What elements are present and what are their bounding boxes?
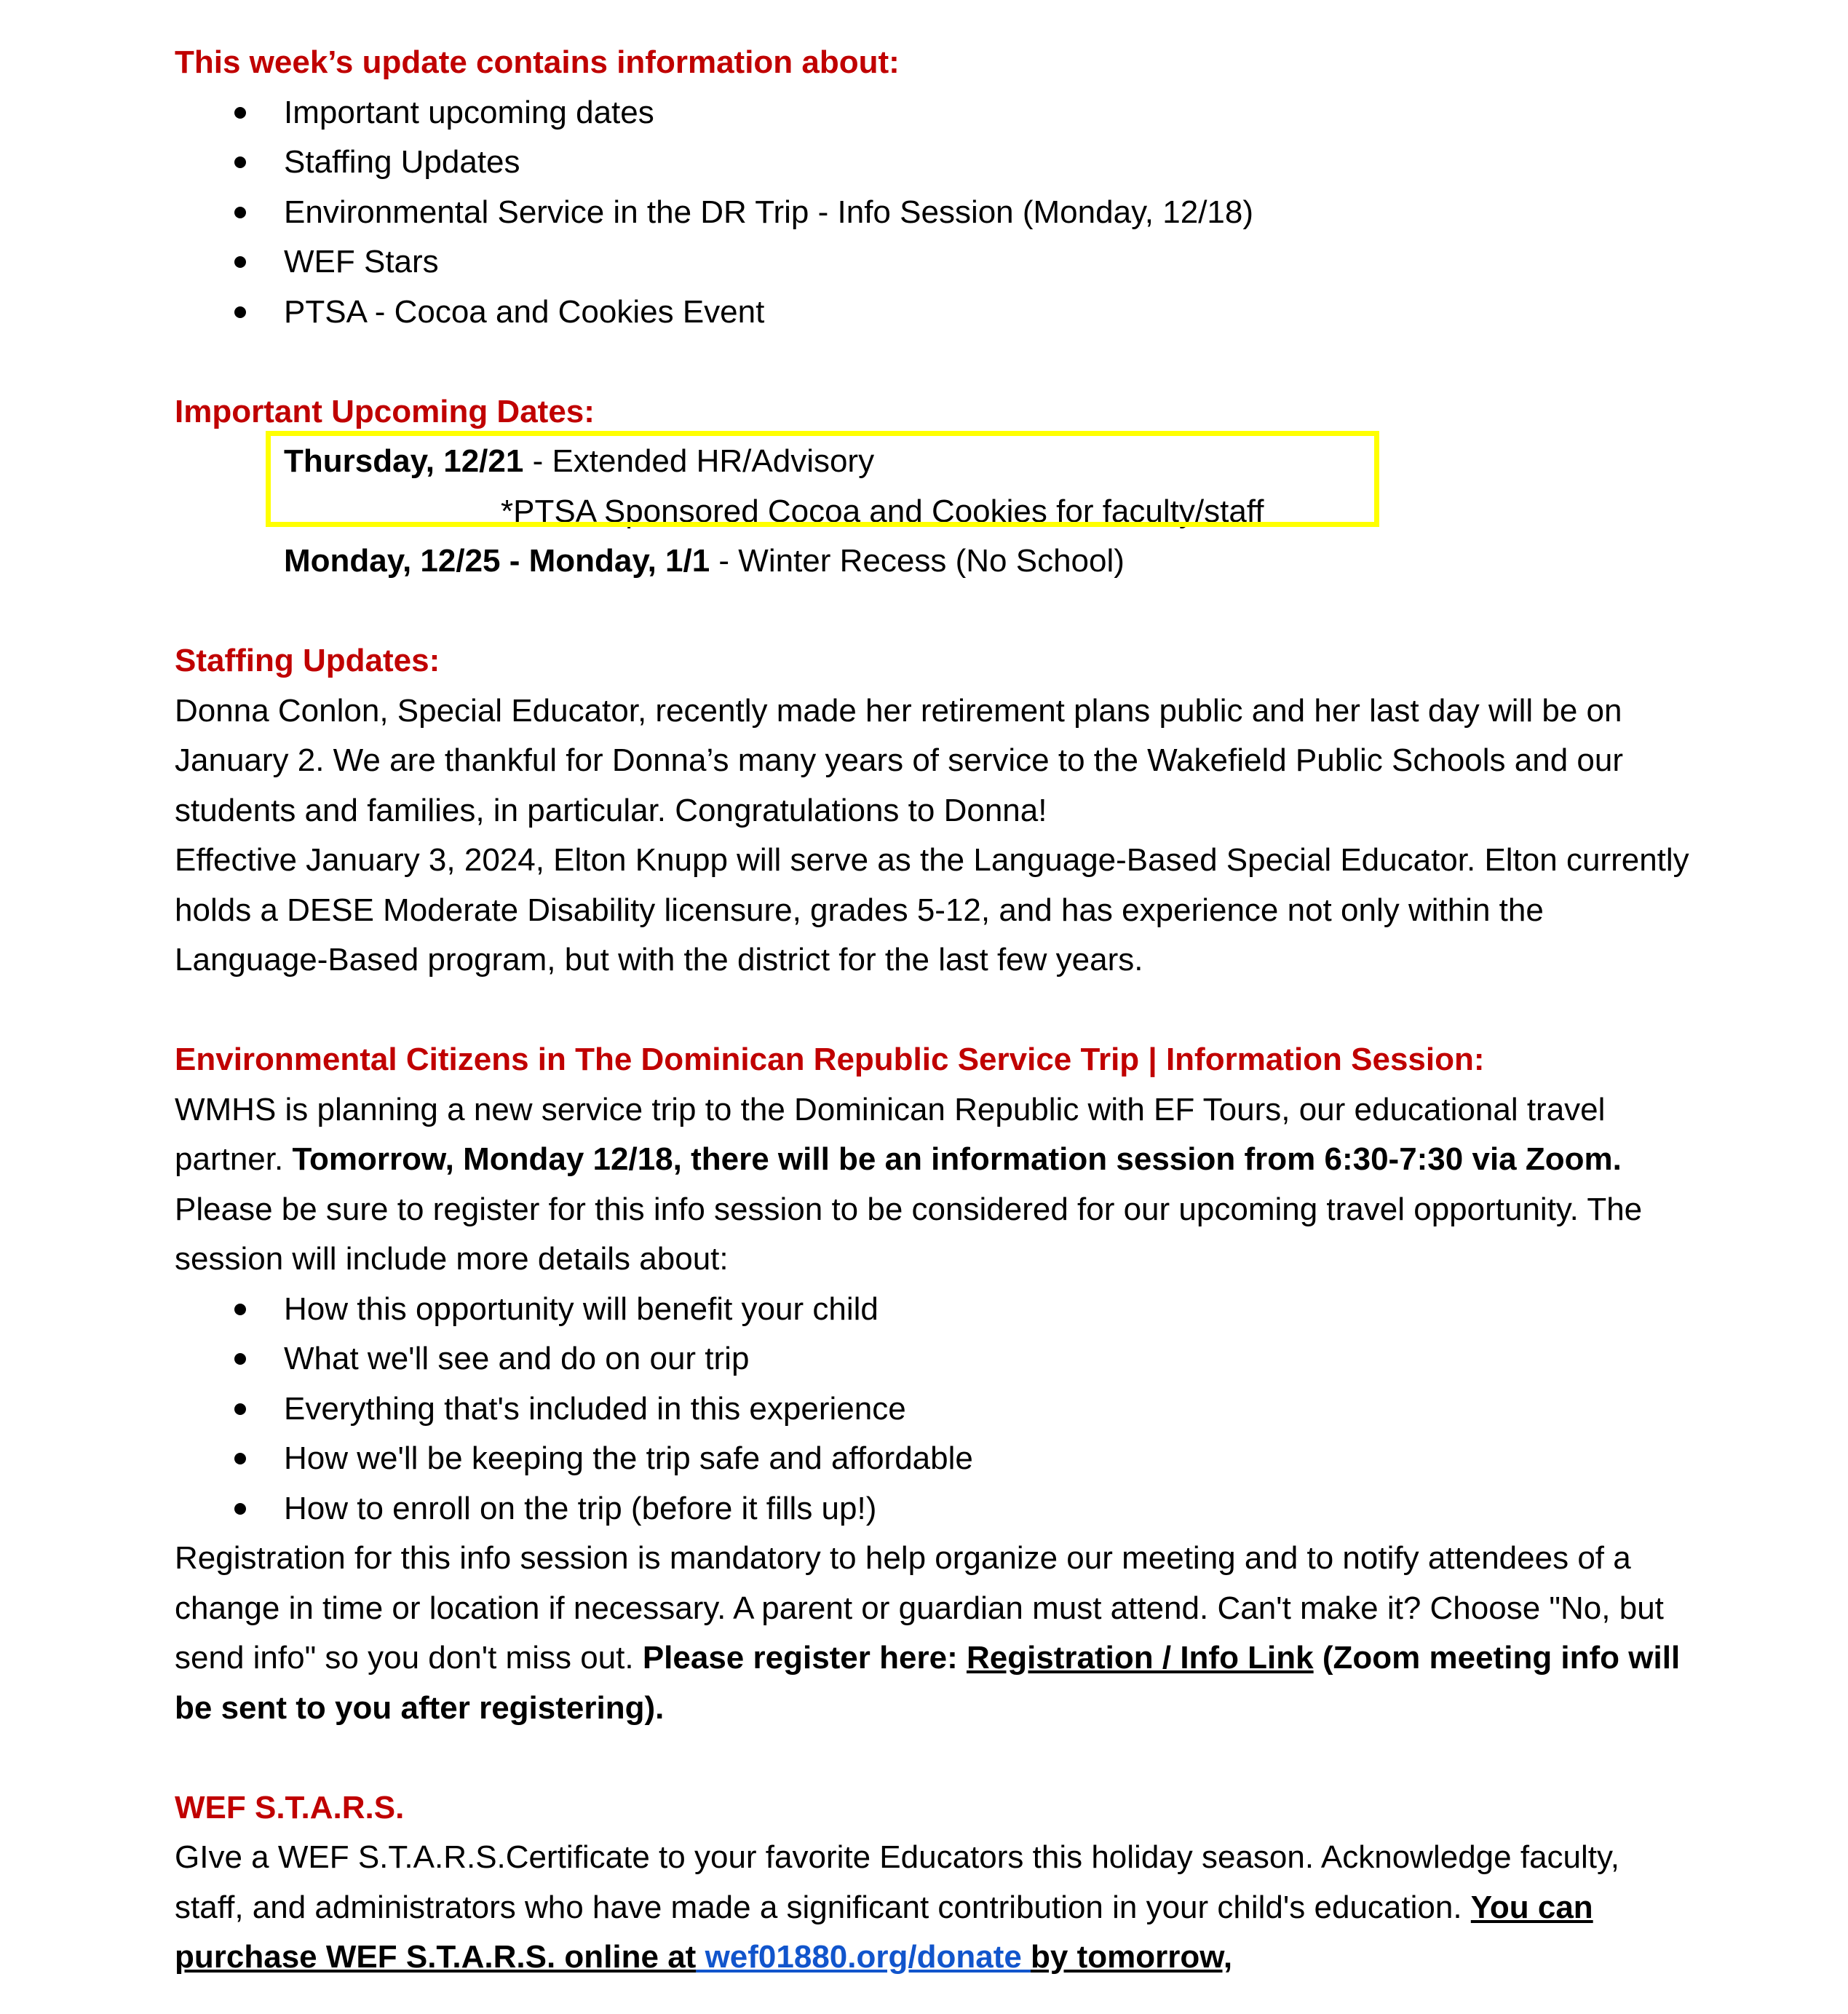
trip-session-time: Tomorrow, Monday 12/18, there will be an information session from 6:30-7:30 via Zoom. xyxy=(292,1141,1622,1177)
list-item: PTSA - Cocoa and Cookies Event xyxy=(175,288,1696,338)
wef-text: GIve a WEF S.T.A.R.S.Certificate to your favorite Educators this holiday season. Acknowledge faculty, staff, and administrators who have made a significant contribution in your child's education. xyxy=(175,1839,1619,1925)
date-entry-recess xyxy=(284,536,1696,587)
list-item: What we'll see and do on our trip xyxy=(175,1334,1696,1384)
staffing-heading: Staffing Updates: xyxy=(175,643,440,678)
list-item: WEF Stars xyxy=(175,237,1696,288)
list-item: Important upcoming dates xyxy=(175,88,1696,138)
spacer xyxy=(175,986,1696,1036)
registration-prompt: Please register here: xyxy=(642,1640,967,1676)
registration-note: (Zoom meeting info will be sent to you after registering). xyxy=(175,1640,1681,1726)
date-label: Monday, 12/25 - Monday, 1/1 xyxy=(284,543,710,579)
trip-details-list xyxy=(175,1285,1696,1534)
spacer xyxy=(175,587,1696,637)
staffing-paragraph-1: Donna Conlon, Special Educator, recently made her retirement plans public and her last day will be on January 2. We are thankful for Donna’s many years of service to the Wakefield Public Schools and our students and families, in particular. Congratulations to Donna! xyxy=(175,692,1623,828)
summary-list xyxy=(175,88,1696,338)
date-description: - Extended HR/Advisory xyxy=(523,443,875,479)
wef-purchase-text: You can purchase WEF S.T.A.R.S. online at xyxy=(175,1889,1593,1975)
list-item: Everything that's included in this experience xyxy=(175,1384,1696,1435)
list-item: How to enroll on the trip (before it fills up!) xyxy=(175,1484,1696,1534)
trip-intro xyxy=(175,1085,1696,1285)
spacer xyxy=(175,1733,1696,1783)
wef-donate-link[interactable]: wef01880.org/donate xyxy=(696,1939,1031,1975)
wef-deadline-text: by tomorrow, xyxy=(1031,1939,1233,1975)
date-description: - Winter Recess (No School) xyxy=(710,543,1125,579)
newsletter-page xyxy=(175,38,1696,1983)
date-label: Thursday, 12/21 xyxy=(284,443,524,479)
dates-heading: Important Upcoming Dates: xyxy=(175,393,595,429)
dates-list xyxy=(175,437,1696,587)
wef-paragraph xyxy=(175,1833,1696,1983)
spacer xyxy=(175,337,1696,387)
registration-text: Registration for this info session is mandatory to help organize our meeting and to notify attendees of a change in time or location if necessary. A parent or guardian must attend. Can't make it? Choose "No, but send info" so you don't miss out. xyxy=(175,1540,1664,1676)
registration-paragraph xyxy=(175,1534,1696,1733)
wef-heading: WEF S.T.A.R.S. xyxy=(175,1789,405,1825)
list-item: How this opportunity will benefit your child xyxy=(175,1285,1696,1335)
date-entry-subnote: *PTSA Sponsored Cocoa and Cookies for faculty/staff xyxy=(501,493,1264,529)
list-item: Staffing Updates xyxy=(175,138,1696,188)
summary-heading: This week’s update contains information about: xyxy=(175,44,900,80)
list-item: Environmental Service in the DR Trip - Info Session (Monday, 12/18) xyxy=(175,188,1696,238)
trip-intro-text: WMHS is planning a new service trip to the Dominican Republic with EF Tours, our educational travel partner. xyxy=(175,1091,1606,1177)
date-entry-thursday xyxy=(284,437,1696,487)
staffing-paragraph-2: Effective January 3, 2024, Elton Knupp will serve as the Language-Based Special Educator. Elton currently holds a DESE Moderate Disability licensure, grades 5-12, and has experience not only within the Language-Based program, but with the district for the last few years. xyxy=(175,842,1689,978)
list-item: How we'll be keeping the trip safe and affordable xyxy=(175,1434,1696,1484)
registration-link[interactable]: Registration / Info Link xyxy=(966,1640,1314,1676)
trip-heading: Environmental Citizens in The Dominican Republic Service Trip | Information Session: xyxy=(175,1042,1485,1077)
trip-intro-text: Please be sure to register for this info session to be considered for our upcoming travel opportunity. The session will include more details about: xyxy=(175,1191,1643,1277)
